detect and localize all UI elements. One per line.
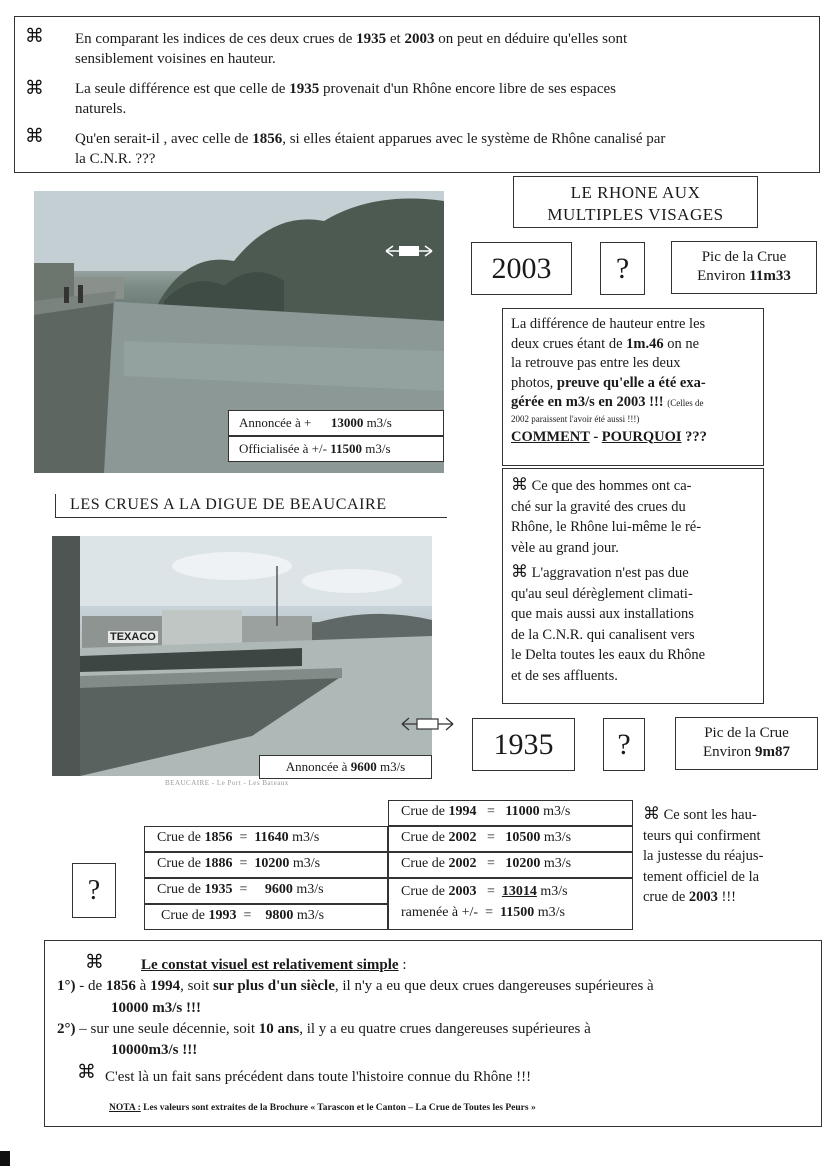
- command-symbol-icon: ⌘: [85, 951, 104, 973]
- announced-caption-2003: Annoncée à + 13000 m3/s: [228, 410, 444, 436]
- conclusion-point-2: 2°) – sur une seule décennie, soit 10 ans, il y a eu quatre crues dangereuses supérieures à: [57, 1021, 591, 1037]
- question-mark-table: ?: [72, 863, 116, 918]
- hidden-gravity-box: ⌘ Ce que des hommes ont ca- ché sur la gravité des crues du Rhône, le Rhône lui-même le ré- vèle au grand jour. ⌘ L'aggravation n'est pas due qu'au seul dérèglement climati- que mais aussi aux installations de la C.N.R. qui canalisent vers le Delta toutes les eaux du Rhône et de ses affluents.: [502, 468, 764, 704]
- corner-mark: [0, 1151, 10, 1166]
- heights-confirm-note: ⌘ Ce sont les hau- teurs qui confirment la justesse du réajus- tement officiel de la crue de 2003 !!!: [637, 800, 803, 925]
- table-row: Crue de 1856 = 11640 m3/s: [144, 826, 388, 852]
- command-symbol-icon: ⌘: [25, 125, 44, 147]
- conclusion-statement: C'est là un fait sans précédent dans toute l'histoire connue du Rhône !!!: [105, 1069, 532, 1085]
- conclusion-point-1-cont: 10000 m3/s !!!: [111, 1000, 201, 1016]
- peak-2003-box: Pic de la Crue Environ 11m33: [671, 241, 817, 294]
- command-symbol-icon: ⌘: [511, 475, 528, 495]
- table-row: Crue de 2002 = 10500 m3/s: [388, 826, 633, 852]
- conclusion-box: [44, 940, 822, 1127]
- question-mark-2003: ?: [600, 242, 645, 295]
- height-difference-box: La différence de hauteur entre les deux crues étant de 1m.46 on ne la retrouve pas entre les deux photos, preuve qu'elle a été exa- gérée en m3/s en 2003 !!! (Celles de 2002 paraissent l'avoir été aussi !!!) COMMENT - POURQUOI ???: [502, 308, 764, 466]
- table-row: Crue de 2002 = 10200 m3/s: [388, 852, 633, 878]
- rhone-title-line-2: MULTIPLES VISAGES: [547, 205, 724, 224]
- postcard-credit: BEAUCAIRE - Le Port - Les Bateaux: [165, 779, 289, 787]
- nota-note: NOTA : Les valeurs sont extraites de la Brochure « Tarascon et le Canton – La Crue de Toutes les Peurs »: [109, 1103, 536, 1113]
- intro-point-3: Qu'en serait-il , avec celle de 1856, si elles étaient apparues avec le système de Rhône canalisé par la C.N.R. ???: [75, 131, 666, 167]
- rhone-title-box: [513, 176, 758, 228]
- table-row: Crue de 1993 = 9800 m3/s: [144, 904, 388, 930]
- table-row: Crue de 1886 = 10200 m3/s: [144, 852, 388, 878]
- texaco-sign: TEXACO: [110, 631, 156, 643]
- conclusion-heading: Le constat visuel est relativement simple :: [141, 957, 407, 973]
- peak-1935-box: Pic de la Crue Environ 9m87: [675, 717, 818, 770]
- table-row: Crue de 1935 = 9600 m3/s: [144, 878, 388, 904]
- table-row: Crue de 1994 = 11000 m3/s: [388, 800, 633, 826]
- double-arrow-icon: [400, 715, 455, 733]
- announced-caption-1935: Annoncée à 9600 m3/s: [259, 755, 432, 779]
- intro-point-2: La seule différence est que celle de 1935 provenait d'un Rhône encore libre de ses espaces naturels.: [75, 81, 616, 117]
- question-mark-1935: ?: [603, 718, 645, 771]
- flood-1935-photo-scene: [52, 536, 432, 776]
- rhone-title-line-1: LE RHONE AUX: [570, 183, 701, 202]
- year-2003-box: 2003: [471, 242, 572, 295]
- flood-1935-photo: [52, 536, 432, 776]
- command-symbol-icon: ⌘: [25, 25, 44, 47]
- command-symbol-icon: ⌘: [25, 77, 44, 99]
- year-1935-box: 1935: [472, 718, 575, 771]
- conclusion-point-1: 1°) - de 1856 à 1994, soit sur plus d'un siècle, il n'y a eu que deux crues dangereuses supérieures à: [57, 978, 654, 994]
- command-symbol-icon: ⌘: [643, 804, 660, 824]
- beaucaire-dike-title: LES CRUES A LA DIGUE DE BEAUCAIRE: [55, 494, 447, 518]
- intro-point-1: En comparant les indices de ces deux crues de 1935 et 2003 on peut en déduire qu'elles sont sensiblement voisines en hauteur.: [75, 31, 628, 67]
- command-symbol-icon: ⌘: [77, 1061, 96, 1083]
- intro-box: [14, 16, 820, 173]
- table-row: Crue de 2003 = 13014 m3/s ramenée à +/- = 11500 m3/s: [388, 878, 633, 930]
- double-arrow-icon: [384, 243, 434, 259]
- conclusion-point-2-cont: 10000m3/s !!!: [111, 1042, 198, 1058]
- command-symbol-icon: ⌘: [511, 562, 528, 582]
- official-caption-2003: Officialisée à +/- 11500 m3/s: [228, 436, 444, 462]
